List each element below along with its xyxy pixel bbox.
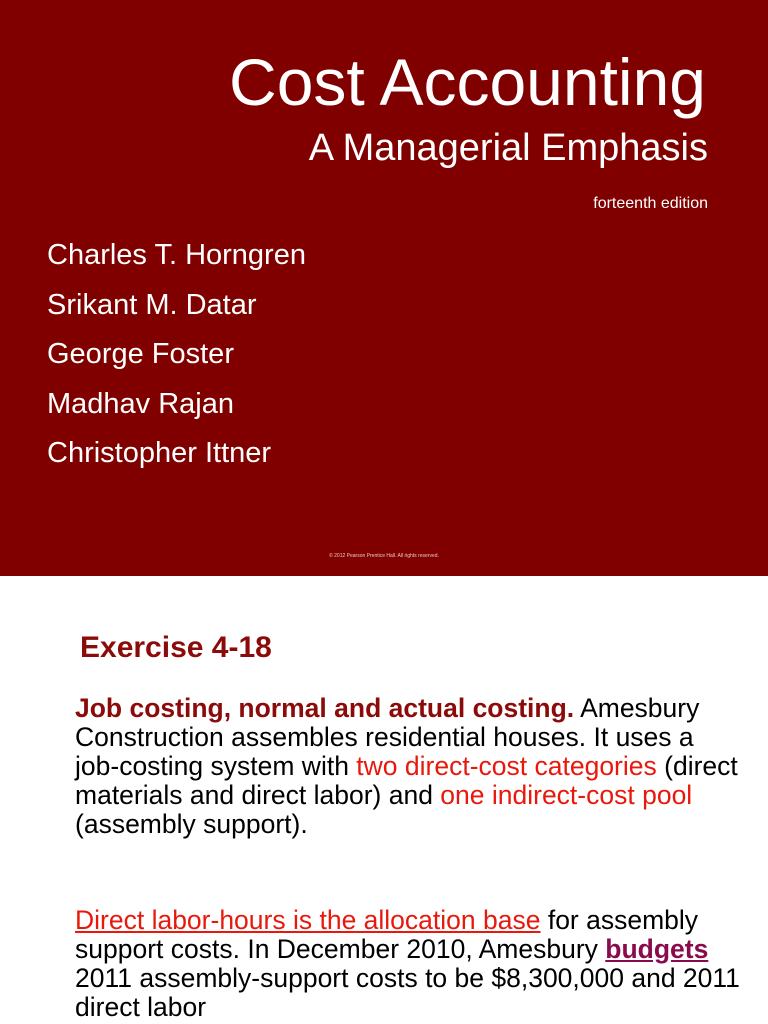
author-name: Madhav Rajan (47, 387, 234, 420)
highlight-indirect-cost-pool: one indirect-cost pool (440, 780, 693, 810)
edition-label: forteenth edition (593, 195, 708, 212)
exercise-heading: Exercise 4-18 (80, 631, 272, 664)
body-text: for assembly support costs. In December 2010, Amesbury (75, 905, 699, 964)
body-text: (direct materials and direct labor) and (75, 751, 738, 810)
author-name: Charles T. Horngren (47, 239, 306, 271)
highlight-direct-cost-categories: two direct-cost categories (356, 751, 657, 781)
exercise-lead-period: . (566, 693, 575, 723)
exercise-paragraph-intro (75, 694, 745, 839)
exercise-lead-title: Job costing, normal and actual costing (75, 693, 567, 723)
copyright-notice: © 2012 Pearson Prentice Hall. All rights reserved. (329, 553, 439, 559)
author-list (47, 231, 306, 479)
exercise-slide (0, 576, 768, 1024)
book-subtitle: A Managerial Emphasis (308, 127, 708, 169)
budgets-link[interactable]: budgets (605, 934, 709, 964)
author-name: George Foster (47, 338, 234, 370)
body-text: Amesbury Construction assembles residential houses. It uses a job-costing system with (75, 693, 700, 781)
body-text: (assembly support). (75, 809, 308, 839)
author-name: Srikant M. Datar (47, 288, 257, 321)
author-name: Christopher Ittner (47, 437, 272, 469)
body-text: 2011 assembly-support costs to be $8,300,000 and 2011 direct labor (75, 963, 740, 1022)
book-title: Cost Accounting (229, 45, 706, 119)
exercise-paragraph-allocation (75, 906, 745, 1022)
highlight-allocation-base: Direct labor-hours is the allocation base (75, 905, 541, 935)
